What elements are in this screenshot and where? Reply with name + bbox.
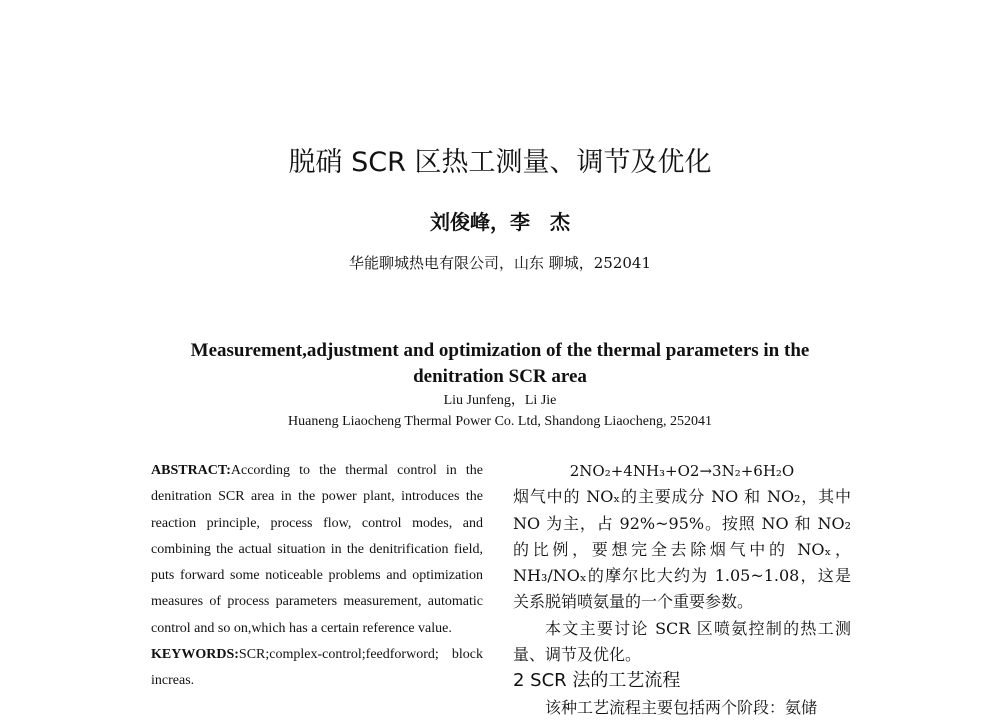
english-affiliation: Huaneng Liaocheng Thermal Power Co. Ltd, Shandong Liaocheng, 252041: [288, 414, 712, 429]
abstract: ABSTRACT:According to the thermal control in the denitration SCR area in the power plant, introduces the reaction principle, process flow, control modes, and combining the actual situation in the denitrification field, puts forward some noticeable problems and optimization measures of process parameters measurement, automatic control and so on,which has a certain reference value.: [151, 463, 483, 636]
abstract-column: [151, 458, 483, 695]
authors: 刘俊峰，李 杰: [430, 210, 570, 234]
paragraph: 本文主要讨论 SCR 区喷氨控制的热工测量、调节及优化。: [513, 618, 851, 665]
keywords: KEYWORDS:SCR;complex-control;feedforword; block increas.: [151, 647, 483, 689]
paragraph: 烟气中的 NOₓ的主要成分 NO 和 NO₂，其中 NO 为主，占 92%~95%。按照 NO 和 NO₂的比例，要想完全去除烟气中的 NOₓ，NH₃/NOₓ的摩尔比大约为 1.05~1.08，这是关系脱销喷氨量的一个重要参数。: [513, 487, 851, 612]
english-authors: Liu Junfeng，Li Jie: [443, 393, 557, 408]
body-column: [513, 458, 851, 721]
english-title: Measurement,adjustment and optimization of the thermal parameters in the denitration SCR area: [190, 340, 810, 387]
paragraph: 该种工艺流程主要包括两个阶段：氨储: [545, 697, 818, 717]
section-heading: 2 SCR 法的工艺流程: [513, 670, 681, 692]
affiliation: 华能聊城热电有限公司，山东 聊城，252041: [348, 254, 652, 272]
paper-title: 脱硝 SCR 区热工测量、调节及优化: [288, 147, 712, 178]
equation: 2NO₂+4NH₃+O2→3N₂+6H₂O: [569, 462, 795, 480]
